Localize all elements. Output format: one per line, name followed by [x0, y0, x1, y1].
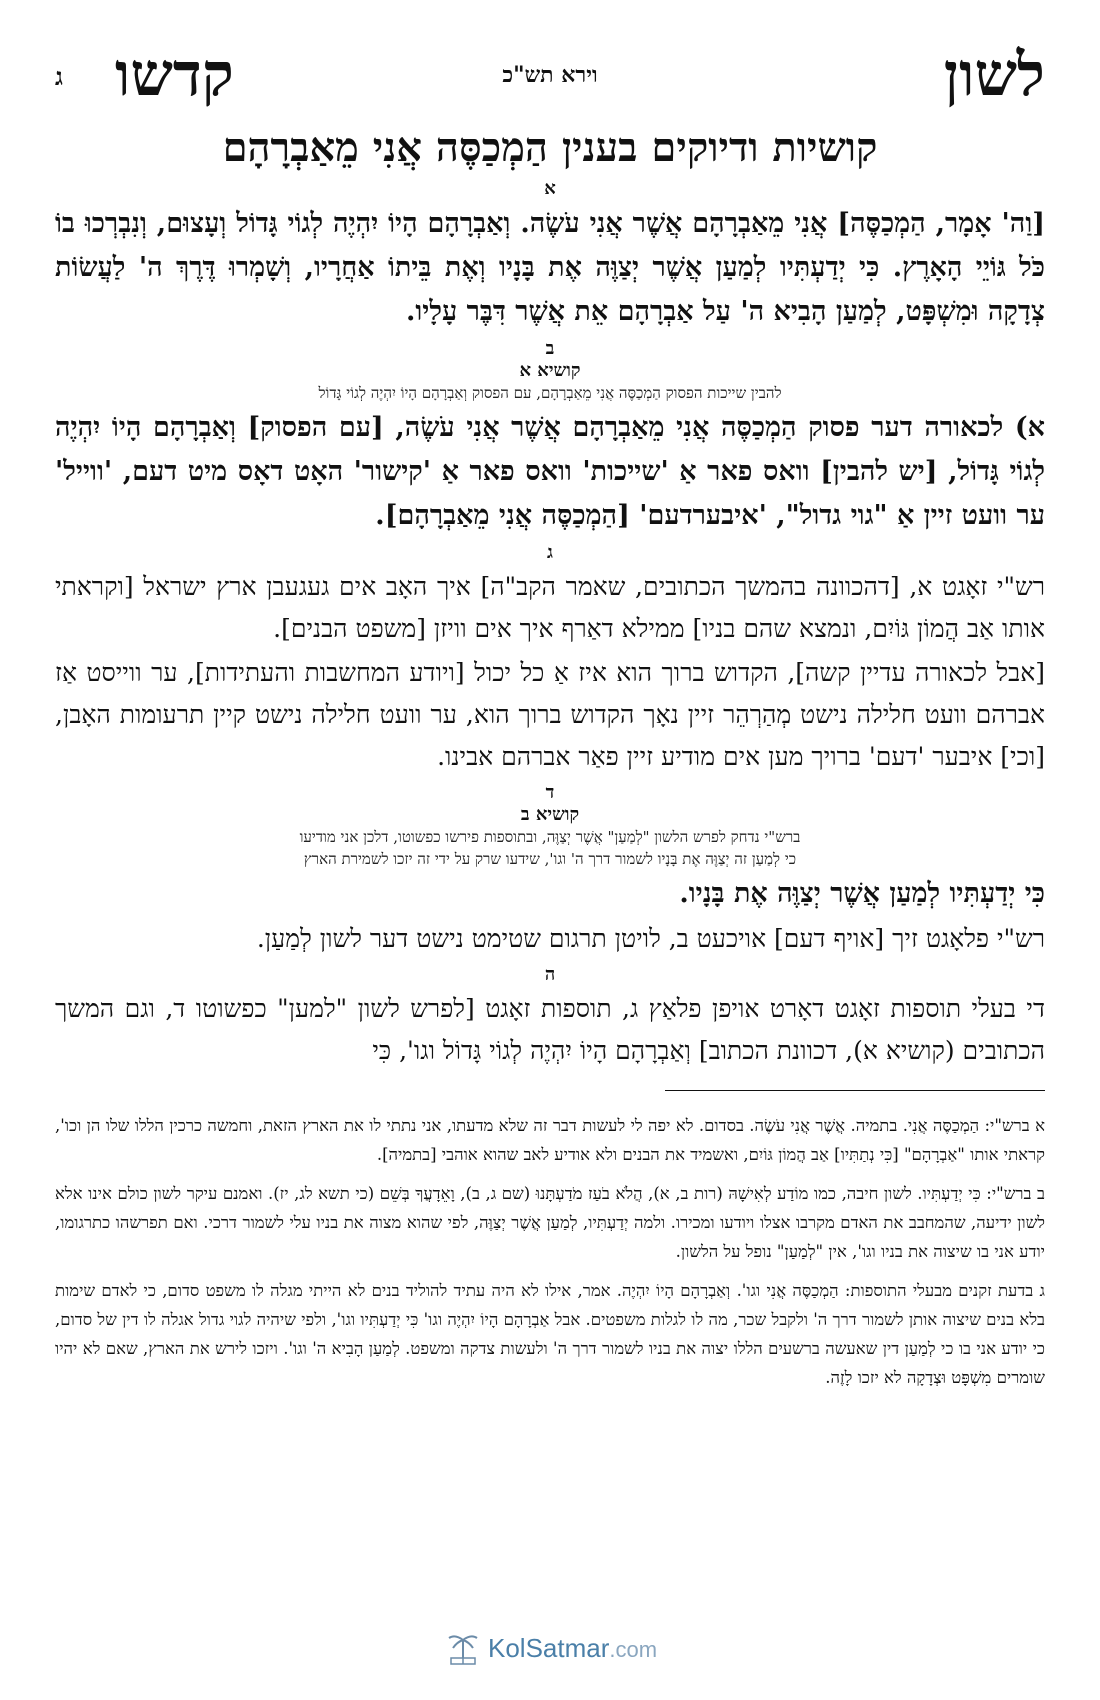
footnote-2: ב ברש"י: כִּי יְדַעְתִּיו. לשון חיבה, כמו מוֹדַע לְאִישָׁהּ (רות ב, א), הֲלֹא בֹעַז מֹדַעְתָּנוּ (שם ג, ב), וָאֵדָעֲךָ בְּשֵׁם (כי תשא לג, יז). ואמנם עיקר לשון כולם אינו אלא לשון ידיעה, שהמחבב את האדם מקרבו אצלו ויודעו ומכירו. ולמה יְדַעְתִּיו, לְמַעַן אֲשֶׁר יְצַוֶּה, לפי שהוא מצוה את בניו עלי לשמור דרכי. ואם תפרשהו כתרגומו, יודע אני בו שיצוה את בניו וגו', אין "לְמַעַן" נופל על הלשון.: [55, 1184, 1045, 1261]
paragraph-b: א) לכאורה דער פסוק הַמְכַסֶּה אֲנִי מֵאַבְרָהָם אֲשֶׁר אֲנִי עֹשֶׂה, [עם הפסוק] וְאַבְרָהָם הָיוֹ יִהְיֶה לְגוֹי גָּדוֹל, [יש להבין] וואס פאר אַ 'שייכות' וואס פאר אַ 'קישור' האָט דאָס מיט דעם, 'ווייל' ער וועט זיין אַ "גוי גדול", 'איבערדעם' [הַמְכַסֶּה אֲנִי מֵאַבְרָהָם].: [55, 412, 1045, 531]
section-letter-a: א: [544, 178, 556, 199]
page-header: [55, 40, 1045, 118]
header-parsha: וירא תש"כ: [502, 62, 598, 88]
kushya-subtitle-1: להבין שייכות הפסוק הַמְכַסֶּה אֲנִי מֵאַבְרָהָם, עם הפסוק וְאַבְרָהָם הָיוֹ יִהְיֶה לְגוֹי גָּדוֹל: [318, 384, 782, 402]
logo-name: KolSatmar: [488, 1632, 610, 1663]
footnote-3: ג בדעת זקנים מבעלי התוספות: הַמְכַסֶּה אֲנִי וגו'. וְאַבְרָהָם הָיוֹ יִהְיֶה. אמר, אילו לא היה עתיד להוליד בנים לא הייתי מגלה לו משפט סדום, כי לאדם שימות בלא בנים שיצוה אותן לשמור דרך ה' ולקבל שכר, מה לו לגלות משפטים. אבל אַבְרָהָם הָיוֹ יִהְיֶה וגו' כִּי יְדַעְתִּיו וגו', ולפי שיהיה לגוי גדול אגלה לו דין של סדום, כי יודע אני בו כי לְמַעַן דין שאעשה ברשעים הללו יצוה את בניו לשמור דרך ה' ולעשות צדקה ומשפט. לְמַעַן הָבִיא ה' וגו'. ויזכו לירש את הארץ, שאם לא יהיו שומרים מִשְׁפָּט וּצְדָקָה לא יזכו לָזֶה.: [55, 1281, 1045, 1387]
paragraph-c2: [אבל לכאורה עדיין קשה], הקדוש ברוך הוא איז אַ כל יכול [ויודע המחשבות והעתידות], ער ווייסט אַז אברהם וועט חלילה נישט מְהַרְהֵר זיין נאָך הקדוש ברוך הוא, ער וועט חלילה נישט קיין תרעומות האָבן, [וכי] איבער 'דעם' ברויך מען אים מודיע זיין פאַר אברהם אבינו.: [55, 658, 1045, 771]
kushya-heading-1: קושיא א: [519, 360, 581, 381]
footnote-divider: [665, 1090, 1045, 1091]
page-number: ג: [55, 62, 63, 91]
page-title: קושיות ודיוקים בענין הַמְכַסֶּה אֲנִי מֵאַבְרָהָם: [222, 124, 878, 171]
paragraph-e: די בעלי תוספות זאָגט דאָרט אויפן פלאַץ ג, תוספות זאָגט [לפרש לשון "למען" כפשוטו ד, וגם המשך הכתובים (קושיא א), דכוונת הכתוב] וְאַבְרָהָם הָיוֹ יִהְיֶה לְגוֹי גָּדוֹל וגו', כִּי: [55, 994, 1045, 1065]
header-title-left: קדשו: [115, 40, 234, 110]
footnotes: [55, 1111, 1045, 1392]
logo-text: [488, 1633, 657, 1664]
logo-suffix: .com: [609, 1636, 658, 1662]
paragraph-c1: רש"י זאָגט א, [דהכוונה בהמשך הכתובים, שאמר הקב"ה] איך האָב אים געגעבן ארץ ישראל [וקראתי אותו אַב הֲמוֹן גּוֹיִם, ונמצא שהם בניו] ממילא דאַרף איך אים וויזן [משפט הבנים].: [55, 572, 1045, 643]
section-letter-d: ד: [545, 782, 555, 803]
verse-text: [וַה' אָמָר, הַמְכַסֶּה] אֲנִי מֵאַבְרָהָם אֲשֶׁר אֲנִי עֹשֶׂה. וְאַבְרָהָם הָיוֹ יִהְיֶה לְגוֹי גָּדוֹל וְעָצוּם, וְנִבְרְכוּ בוֹ כֹּל גּוֹיֵי הָאָרֶץ. כִּי יְדַעְתִּיו לְמַעַן אֲשֶׁר יְצַוֶּה אֶת בָּנָיו וְאֶת בֵּיתוֹ אַחֲרָיו, וְשָׁמְרוּ דֶּרֶךְ ה' לַעֲשׂוֹת צְדָקָה וּמִשְׁפָּט, לְמַעַן הָבִיא ה' עַל אַבְרָהָם אֵת אֲשֶׁר דִּבֶּר עָלָיו.: [55, 208, 1045, 327]
header-title-right: לשון: [943, 40, 1045, 110]
palm-tree-book-icon: [443, 1628, 483, 1668]
kushya-subtitle-2b: כי לְמַעַן זה יְצַוֶּה אֶת בָּנָיו לשמור דרך ה' וגו', שידעו שרק על ידי זה יזכו לשמירת הארץ: [303, 850, 797, 868]
kushya-heading-2: קושיא ב: [520, 804, 580, 825]
footnote-1: א ברש"י: הַמְכַסֶּה אֲנִי. בתמיה. אֲשֶׁר אֲנִי עֹשֶׂה. בסדום. לא יפה לי לעשות דבר זה שלא מדעתו, אני נתתי לו את הארץ הזאת, וחמשה כרכין הללו שלו הן וכו', קראתי אותו "אַבְרָהָם" [כִּי נְתַתִּיו] אַב הֲמוֹן גּוֹיִם, ואשמיד את הבנים ולא אודיע לאב שהוא אוהבי [בתמיה].: [55, 1116, 1045, 1164]
section-letter-e: ה: [544, 964, 556, 985]
paragraph-d: רש"י פלאָגט זיך [אויף דעם] אויכעט ב, לויטן תרגום שטימט נישט דער לשון לְמַעַן.: [256, 924, 1045, 953]
verse-quote: כִּי יְדַעְתִּיו לְמַעַן אֲשֶׁר יְצַוֶּה אֶת בָּנָיו.: [679, 878, 1045, 909]
section-letter-b: ב: [545, 338, 555, 359]
kushya-subtitle-2a: ברש"י נדחק לפרש הלשון "לְמַעַן" אֲשֶׁר יְצַוֶּה, ובתוספות פירשו כפשוטו, דלכן אני מודיעו: [299, 828, 801, 846]
section-letter-c: ג: [547, 542, 553, 563]
site-logo: [0, 1628, 1100, 1668]
